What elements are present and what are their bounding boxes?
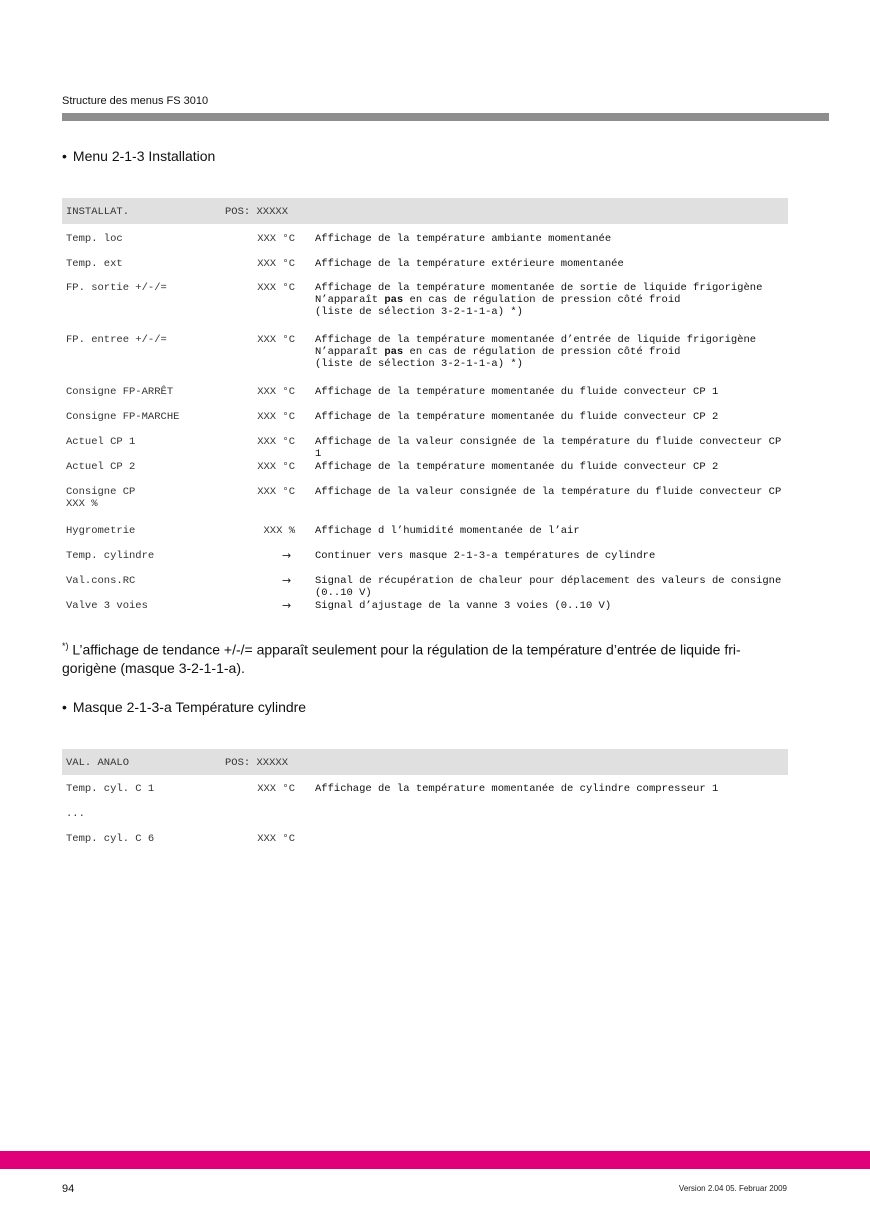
row-description: Affichage de la température extérieure momentanée (315, 258, 624, 270)
menu-header-pos: POS: XXXXX (225, 206, 289, 218)
row-value: XXX °C (257, 386, 295, 398)
row-description: Affichage d l’humidité momentanée de l’air (315, 525, 580, 537)
row-name: Val.cons.RC (66, 575, 136, 587)
menu-table-header (62, 749, 788, 775)
footnote (62, 637, 792, 677)
row-name: Actuel CP 2 (66, 461, 136, 473)
row-description: Affichage de la température momentanée de sortie de liquide frigorigène N’apparaît pas en cas de régulation de pression côté froid (liste de sélection 3-2-1-1-a) *) (315, 282, 763, 318)
row-description: Signal d’ajustage de la vanne 3 voies (0..10 V) (315, 600, 612, 612)
row-name: Temp. cyl. C 1 (66, 783, 155, 795)
menu-header-pos: POS: XXXXX (225, 757, 289, 769)
row-name: Temp. cylindre (66, 550, 155, 562)
row-name: Hygrometrie (66, 525, 136, 537)
footer-accent-bar (0, 1151, 870, 1169)
row-name: Consigne CP XXX % (66, 486, 136, 510)
header-rule (62, 113, 829, 121)
menu-header-name: VAL. ANALO (66, 757, 130, 769)
row-description: Continuer vers masque 2-1-3-a températures de cylindre (315, 550, 656, 562)
row-value: XXX °C (257, 411, 295, 423)
bullet: • (62, 699, 67, 715)
row-name: Temp. loc (66, 233, 123, 245)
footnote-text: L’affichage de tendance +/-/= apparaît seulement pour la régulation de la température d’entrée de liquide fri-gorigène (masque 3-2-1-1-a). (62, 641, 741, 676)
row-name: Consigne FP-ARRÊT (66, 386, 174, 398)
row-name: FP. entree +/-/= (66, 334, 167, 346)
row-description: Affichage de la température momentanée du fluide convecteur CP 1 (315, 386, 719, 398)
row-description: Affichage de la température ambiante momentanée (315, 233, 612, 245)
row-description: Affichage de la valeur consignée de la température du fluide convecteur CP 1 (315, 436, 782, 460)
row-description: Affichage de la température momentanée d’entrée de liquide frigorigène N’apparaît pas en cas de régulation de pression côté froid (liste de sélection 3-2-1-1-a) *) (315, 334, 757, 370)
bullet: • (62, 148, 67, 164)
arrow-right-icon: → (282, 599, 292, 612)
section-title-menu-installation (62, 148, 215, 164)
menu-table-header (62, 198, 788, 224)
section-title-cylinder (62, 699, 306, 715)
row-value: XXX °C (257, 233, 295, 245)
row-value: XXX °C (257, 436, 295, 448)
row-name: FP. sortie +/-/= (66, 282, 167, 294)
row-value: XXX °C (257, 282, 295, 294)
row-name: Consigne FP-MARCHE (66, 411, 180, 423)
row-description: Affichage de la température momentanée du fluide convecteur CP 2 (315, 461, 719, 473)
page-header-title: Structure des menus FS 3010 (62, 95, 209, 107)
row-description: Affichage de la valeur consignée de la température du fluide convecteur CP (315, 486, 782, 498)
row-value: XXX °C (257, 461, 295, 473)
arrow-right-icon: → (282, 549, 292, 562)
row-name: Temp. cyl. C 6 (66, 833, 155, 845)
row-value: XXX °C (257, 783, 295, 795)
row-value: XXX °C (257, 334, 295, 346)
section-title-text: Menu 2-1-3 Installation (72, 148, 216, 164)
row-value: XXX °C (257, 486, 295, 498)
row-value: XXX °C (257, 833, 295, 845)
row-description: Affichage de la température momentanée de cylindre compresseur 1 (315, 783, 719, 795)
page-number: 94 (62, 1183, 75, 1195)
row-description: Affichage de la température momentanée du fluide convecteur CP 2 (315, 411, 719, 423)
version-info: Version 2.04 05. Februar 2009 (678, 1184, 787, 1193)
row-value: XXX % (263, 525, 295, 537)
row-name: Actuel CP 1 (66, 436, 136, 448)
row-name: Valve 3 voies (66, 600, 148, 612)
footnote-marker: *) (62, 641, 69, 651)
row-name: ... (66, 808, 85, 820)
row-value: XXX °C (257, 258, 295, 270)
arrow-right-icon: → (282, 574, 292, 587)
menu-header-name: INSTALLAT. (66, 206, 130, 218)
row-description: Signal de récupération de chaleur pour déplacement des valeurs de consigne (0..10 V) (315, 575, 782, 599)
row-name: Temp. ext (66, 258, 123, 270)
section-title-text: Masque 2-1-3-a Température cylindre (72, 699, 307, 715)
